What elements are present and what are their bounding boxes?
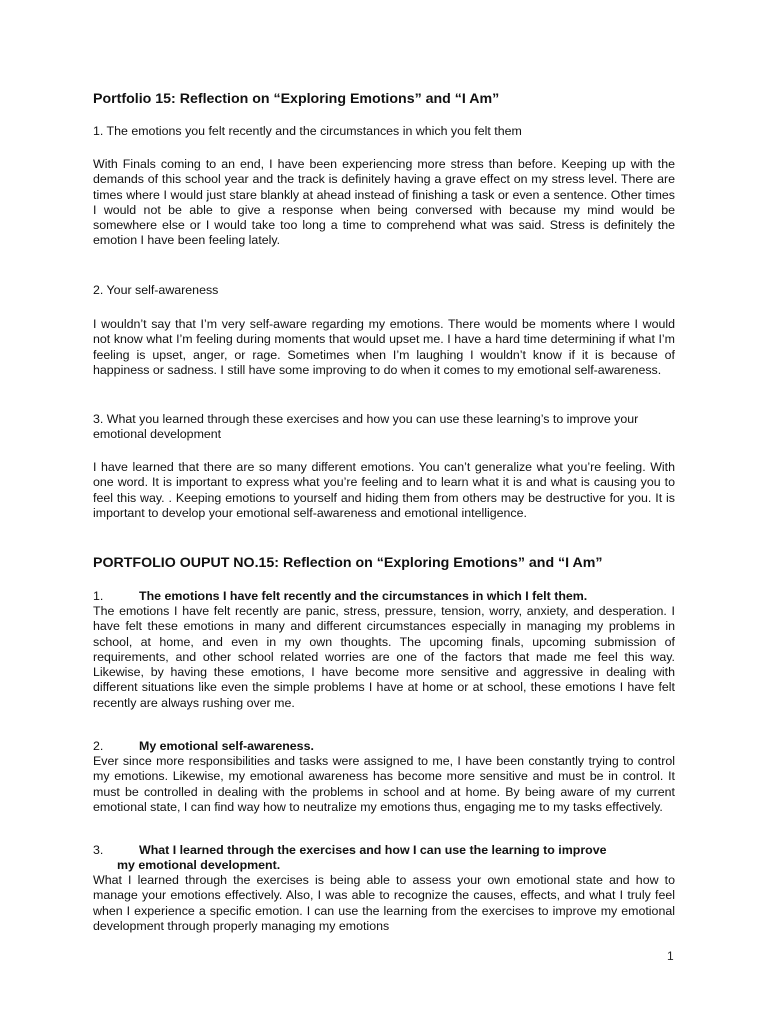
section-3-number: 3. xyxy=(93,843,104,857)
section-3-heading-text: What I learned through the exercises and how I can use the learning to improve xyxy=(139,843,607,857)
section-2-body: Ever since more responsibilities and tasks were assigned to me, I have been constantly trying to control my emotions. Likewise, my emotional awareness has become more sensitive and must be in control. It must be controlled in dealing with the problems in school and at home. By being aware of my current emotional state, I can find way how to neutralize my emotions thus, engaging me to my tasks effectively. xyxy=(93,754,675,814)
section-3-heading xyxy=(93,843,675,874)
section-1-number: 1. xyxy=(93,589,104,603)
question-2: 2. Your self-awareness xyxy=(93,283,219,297)
page-number: 1 xyxy=(667,949,674,963)
section-2-number: 2. xyxy=(93,739,104,753)
section-2-heading-text: My emotional self-awareness. xyxy=(139,739,314,753)
answer-3: I have learned that there are so many different emotions. You can’t generalize what you’re feeling. With one word. It is important to express what you’re feeling and to learn what it is and what is causing you to feel this way. . Keeping emotions to yourself and hiding them from others may be destructive for you. It is important to develop your emotional self-awareness and emotional intelligence. xyxy=(93,460,675,520)
section-1-body: The emotions I have felt recently are panic, stress, pressure, tension, worry, anxiety, and desperation. I have felt these emotions in many and different circumstances especially in managing my problems in school, at home, and even in my own thoughts. The upcoming finals, upcoming submission of requirements, and other school related worries are one of the factors that made me feel this way. Likewise, by having these emotions, I have become more sensitive and aggressive in dealing with different situations like even the simple problems I have at home or at school, these emotions I have felt recently are always rushing over me. xyxy=(93,604,675,710)
section-3-body: What I learned through the exercises is being able to assess your own emotional state and how to manage your emotions effectively. Also, I was able to recognize the causes, effects, and what I truly feel when I experience a specific emotion. I can use the learning from the exercises to improve my emotional development through properly managing my emotions xyxy=(93,873,675,933)
question-1: 1. The emotions you felt recently and the circumstances in which you felt them xyxy=(93,124,522,138)
portfolio-output-title: PORTFOLIO OUPUT NO.15: Reflection on “Exploring Emotions” and “I Am” xyxy=(93,555,603,571)
section-1-heading-text: The emotions I have felt recently and the circumstances in which I felt them. xyxy=(139,589,588,603)
section-1-heading xyxy=(93,589,675,604)
answer-2: I wouldn’t say that I’m very self-aware regarding my emotions. There would be moments where I would not know what I’m feeling during moments that would upset me. I have a hard time determining if what I’m feeling is upset, anger, or rage. Sometimes when I’m laughing I wouldn’t know if it is because of happiness or sadness. I still have some improving to do when it comes to my emotional self-awareness. xyxy=(93,317,675,377)
answer-1: With Finals coming to an end, I have been experiencing more stress than before. Keeping up with the demands of this school year and the track is definitely having a grave effect on my stress level. There are times where I would just stare blankly at ahead instead of finishing a task or even a sentence. Other times I would not be able to give a response when being conversed with because my mind would be somewhere else or I would take too long a time to comprehend what was said. Stress is definitely the emotion I have been feeling lately. xyxy=(93,157,675,248)
section-2-heading xyxy=(93,739,675,754)
document-page xyxy=(93,0,675,1024)
question-3: 3. What you learned through these exercises and how you can use these learning’s to improve your emotional development xyxy=(93,412,639,442)
portfolio-title: Portfolio 15: Reflection on “Exploring Emotions” and “I Am” xyxy=(93,91,500,107)
section-3-heading-continued: my emotional development. xyxy=(117,858,281,873)
